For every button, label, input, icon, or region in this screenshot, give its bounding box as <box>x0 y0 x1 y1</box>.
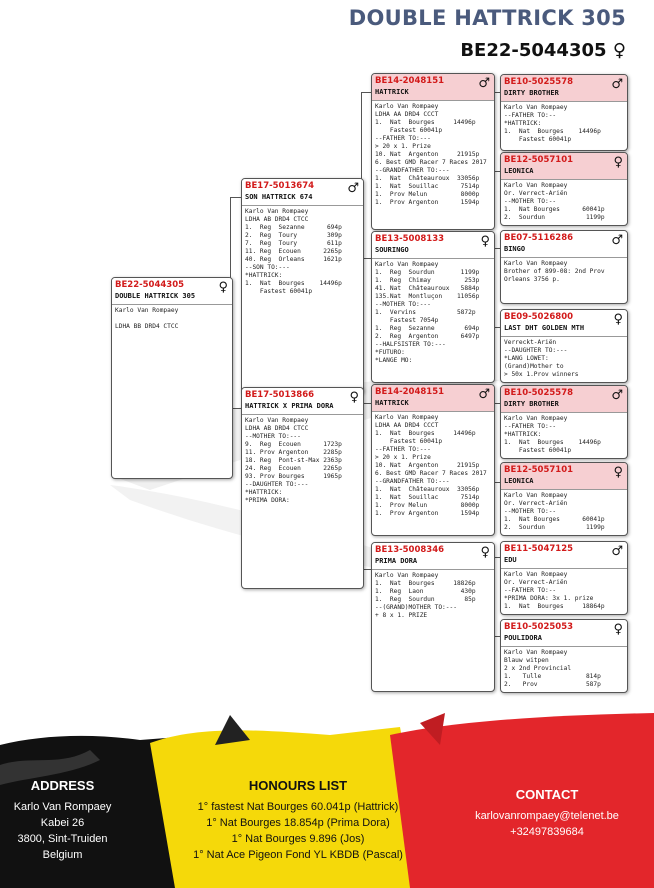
honours-title: HONOURS LIST <box>248 778 348 793</box>
contact-email[interactable]: karlovanrompaey@telenet.be <box>475 810 619 822</box>
address-line: Kabei 26 <box>40 817 85 829</box>
pigeon-card-header <box>501 153 627 180</box>
female-icon: ♀ <box>613 465 623 480</box>
note-line: Karlo Van Rompaey <box>375 261 439 268</box>
note-line: --(GRAND)MOTHER TO:--- <box>375 604 457 611</box>
pigeon-card-ss[interactable] <box>371 73 495 230</box>
pigeon-notes <box>372 570 494 622</box>
note-line: 1. Nat Souillac 7514p <box>375 183 480 190</box>
pigeon-name: LEONICA <box>504 477 534 485</box>
note-line: 1. Prov Argenton 1594p <box>375 510 480 517</box>
pigeon-card-sds[interactable] <box>500 230 628 304</box>
note-line: Karlo Van Rompaey <box>245 208 309 215</box>
pigeon-name: BINGO <box>504 245 526 253</box>
note-line: 1. Reg Sourdun 1199p <box>375 269 480 276</box>
pigeon-name: SON HATTRICK 674 <box>245 193 313 201</box>
note-line: 2 x 2nd Provincial <box>504 665 572 672</box>
note-line: 1. Reg Chimay 253p <box>375 277 480 284</box>
pigeon-name: SOURINGO <box>375 246 409 254</box>
male-icon: ♂ <box>478 76 490 91</box>
pigeon-card-header <box>242 388 363 415</box>
address-line: 3800, Sint-Truiden <box>17 833 108 845</box>
note-line: LDHA AA DRD4 CCCT <box>375 422 439 429</box>
note-line: 2. Reg Argenton 6497p <box>375 333 480 340</box>
female-icon: ♀ <box>480 545 490 560</box>
male-icon: ♂ <box>478 387 490 402</box>
note-line: 2. Sourdun 1199p <box>504 524 605 531</box>
note-line: Or. Verrect-Ariën <box>504 500 568 507</box>
page-title: DOUBLE HATTRICK 305 <box>348 6 626 30</box>
ring-number: BE11-5047125 <box>504 544 574 554</box>
note-line: 18. Reg Pont-st-Max 2363p <box>245 457 342 464</box>
address-title: ADDRESS <box>30 778 95 793</box>
note-line: --FATHER TO:--- <box>375 446 431 453</box>
note-line: *PRIMA DORA: <box>245 497 290 504</box>
note-line: --GRANDFATHER TO:--- <box>375 478 450 485</box>
note-line: (Grand)Mother to <box>504 363 564 370</box>
note-line: --FATHER TO:-- <box>504 112 557 119</box>
pigeon-notes <box>501 569 627 613</box>
pigeon-card-dds[interactable] <box>500 541 628 615</box>
pigeon-notes <box>501 647 627 691</box>
pigeon-card-subject[interactable] <box>111 277 233 479</box>
pigeon-card-header <box>372 543 494 570</box>
address-block <box>0 778 125 863</box>
note-line: > 20 x 1. Prize <box>375 454 431 461</box>
male-icon: ♂ <box>347 181 359 196</box>
pigeon-card-sdd[interactable] <box>500 309 628 383</box>
pigeon-card-dss[interactable] <box>500 385 628 459</box>
pigeon-card-header <box>501 542 627 569</box>
honour-line: 1° fastest Nat Bourges 60.041p (Hattrick) <box>197 801 399 813</box>
note-line: 1. Prov Melun 8000p <box>375 191 480 198</box>
note-line: 1. Nat Souillac 7514p <box>375 494 480 501</box>
note-line: --HALFSISTER TO:--- <box>375 341 446 348</box>
ring-number: BE22-5044305 <box>115 280 185 290</box>
pigeon-notes <box>501 180 627 224</box>
note-line: 10. Nat Argenton 21915p <box>375 151 480 158</box>
note-line: 1. Reg Sezanne 694p <box>375 325 480 332</box>
female-icon: ♀ <box>613 622 623 637</box>
pigeon-card-ddd[interactable] <box>500 619 628 693</box>
pigeon-card-header <box>112 278 232 305</box>
female-icon: ♀ <box>480 234 490 249</box>
honour-line: 1° Nat Bourges 9.896 (Jos) <box>231 833 365 845</box>
footer <box>0 705 654 888</box>
pigeon-name: EDU <box>504 556 517 564</box>
note-line: 11. Reg Ecouen 2265p <box>245 248 342 255</box>
note-line: 24. Reg Ecouen 2265p <box>245 465 342 472</box>
note-line: > 20 x 1. Prize <box>375 143 431 150</box>
note-line: 1. Nat Bourges 14496p <box>375 119 476 126</box>
honour-line: 1° Nat Ace Pigeon Fond YL KBDB (Pascal) <box>193 849 403 861</box>
note-line: --FATHER TO:-- <box>504 423 557 430</box>
note-line: --MOTHER TO:--- <box>245 433 301 440</box>
female-icon: ♀ <box>218 280 228 295</box>
note-line: Karlo Van Rompaey <box>504 182 568 189</box>
note-line: 40. Reg Orleans 1621p <box>245 256 342 263</box>
note-line: Fastest 60041p <box>375 438 443 445</box>
note-line: 41. Nat Châteauroux 5884p <box>375 285 480 292</box>
note-line: 1. Prov Argenton 1594p <box>375 199 480 206</box>
note-line: 9. Reg Ecouen 1723p <box>245 441 342 448</box>
ring-number: BE07-5116286 <box>504 233 574 243</box>
ring-number: BE10-5025578 <box>504 388 574 398</box>
pigeon-notes <box>501 413 627 457</box>
note-line: 1. Nat Bourges 14496p <box>504 128 601 135</box>
note-line: 1. Nat Bourges 14496p <box>245 280 342 287</box>
note-line: 1. Nat Bourges 18826p <box>375 580 476 587</box>
pigeon-card-header <box>372 232 494 259</box>
pigeon-card-sd[interactable] <box>371 231 495 383</box>
ring-number: BE10-5025053 <box>504 622 574 632</box>
note-line: *HATTRICK: <box>504 431 542 438</box>
ring-number: BE10-5025578 <box>504 77 574 87</box>
note-line: Blauw witpen <box>504 657 549 664</box>
ring-number: BE12-5057101 <box>504 465 574 475</box>
note-line: --MOTHER TO:--- <box>375 301 431 308</box>
note-line: *LANG LOWET: <box>504 355 549 362</box>
note-line: Or. Verrect-Ariën <box>504 190 568 197</box>
note-line: *HATTRICK: <box>504 120 542 127</box>
female-icon: ♀ <box>613 312 623 327</box>
note-line: Karlo Van Rompaey <box>504 492 568 499</box>
contact-title: CONTACT <box>515 787 579 802</box>
note-line: Fastest 60041p <box>504 136 572 143</box>
pigeon-card-dsd[interactable] <box>500 462 628 536</box>
note-line: --MOTHER TO:-- <box>504 508 557 515</box>
pigeon-card-header <box>501 620 627 647</box>
note-line: 11. Prov Argenton 2285p <box>245 449 342 456</box>
note-line: 1. Nat Bourges 60041p <box>504 516 605 523</box>
note-line: Karlo Van Rompaey <box>375 414 439 421</box>
pigeon-name: DOUBLE HATTRICK 305 <box>115 292 196 300</box>
pigeon-notes <box>501 102 627 146</box>
note-line: Fastest 60041p <box>504 447 572 454</box>
note-line: 1. Nat Châteauroux 33056p <box>375 486 480 493</box>
pigeon-card-dd[interactable] <box>371 542 495 692</box>
note-line: *HATTRICK: <box>245 489 283 496</box>
pigeon-notes <box>501 258 627 286</box>
note-line: > 50x 1.Prov winners <box>504 371 579 378</box>
pigeon-name: PRIMA DORA <box>375 557 418 565</box>
male-icon: ♂ <box>611 233 623 248</box>
note-line: Fastest 60041p <box>245 288 313 295</box>
note-line: Fastest 60041p <box>375 127 443 134</box>
note-line: Karlo Van Rompaey <box>504 649 568 656</box>
pigeon-notes <box>242 415 363 507</box>
ring-number: BE09-5026800 <box>504 312 574 322</box>
pigeon-card-header <box>501 231 627 258</box>
pigeon-name: HATTRICK <box>375 88 409 96</box>
note-line: Brother of 899-08: 2nd Prov <box>504 268 605 275</box>
note-line: Karlo Van Rompaey <box>504 104 568 111</box>
note-line: 2. Prov 587p <box>504 681 601 688</box>
note-line: Karlo Van Rompaey <box>115 307 179 314</box>
ring-number: BE17-5013866 <box>245 390 315 400</box>
pigeon-name: HATTRICK <box>375 399 409 407</box>
pigeon-card-header <box>501 386 627 413</box>
ring-number: BE12-5057101 <box>504 155 574 165</box>
note-line: --DAUGHTER TO:--- <box>504 347 568 354</box>
note-line <box>115 315 229 323</box>
note-line: Fastest 7054p <box>375 317 439 324</box>
note-line: 6. Best GMD Racer 7 Races 2017 <box>375 470 487 477</box>
note-line: 1. Tulle 814p <box>504 673 601 680</box>
ring-number-text: BE22-5044305 <box>460 40 607 61</box>
pigeon-name: DIRTY BROTHER <box>504 400 559 408</box>
female-icon: ♀ <box>612 40 626 61</box>
address-line: Belgium <box>42 849 83 861</box>
note-line: LDHA AB DRD4 CTCC <box>245 216 309 223</box>
note-line: 6. Best GMD Racer 7 Races 2017 <box>375 159 487 166</box>
note-line: *LANGE MO: <box>375 357 413 364</box>
pigeon-card-header <box>372 385 494 412</box>
note-line: 1. Nat Bourges 18864p <box>504 603 605 610</box>
note-line: 1. Reg Sourdun 85p <box>375 596 476 603</box>
pigeon-card-header <box>242 179 363 206</box>
ring-number: BE17-5013674 <box>245 181 315 191</box>
male-icon: ♂ <box>611 77 623 92</box>
ring-number: BE13-5008133 <box>375 234 445 244</box>
address-line: Karlo Van Rompaey <box>13 801 112 813</box>
note-line: --SON TO:--- <box>245 264 290 271</box>
note-line: --GRANDFATHER TO:--- <box>375 167 450 174</box>
ring-number: BE14-2048151 <box>375 76 445 86</box>
pigeon-card-ssd[interactable] <box>500 152 628 226</box>
note-line: *PRIMA DORA: 3x 1. prize <box>504 595 594 602</box>
female-icon: ♀ <box>613 155 623 170</box>
note-line: 93. Prov Bourges 1965p <box>245 473 342 480</box>
note-line: 7. Reg Toury 611p <box>245 240 342 247</box>
pigeon-notes <box>501 337 627 381</box>
pigeon-name: POULIDORA <box>504 634 542 642</box>
contact-phone[interactable]: +32497839684 <box>510 826 584 838</box>
note-line: LDHA AA DRD4 CCCT <box>375 111 439 118</box>
note-line: 1. Prov Melun 8000p <box>375 502 480 509</box>
pigeon-card-dam[interactable] <box>241 387 364 589</box>
pigeon-card-sss[interactable] <box>500 74 628 151</box>
note-line: --DAUGHTER TO:--- <box>245 481 309 488</box>
male-icon: ♂ <box>611 544 623 559</box>
note-line: LDHA BB DRD4 CTCC <box>115 323 179 330</box>
pigeon-name: LAST DHT GOLDEN MTH <box>504 324 585 332</box>
note-line: *FUTURO: <box>375 349 405 356</box>
note-line: 1. Nat Châteauroux 33056p <box>375 175 480 182</box>
female-icon: ♀ <box>349 390 359 405</box>
pigeon-notes <box>242 206 363 298</box>
note-line: 1. Reg Sezanne 694p <box>245 224 342 231</box>
male-icon: ♂ <box>611 388 623 403</box>
ring-number: BE14-2048151 <box>375 387 445 397</box>
pigeon-notes <box>112 305 232 333</box>
note-line: Karlo Van Rompaey <box>375 572 439 579</box>
pigeon-name: HATTRICK X PRIMA DORA <box>245 402 334 410</box>
note-line: 1. Vervins 5872p <box>375 309 476 316</box>
honour-line: 1° Nat Bourges 18.854p (Prima Dora) <box>206 817 390 829</box>
note-line: 1. Nat Bourges 60041p <box>504 206 605 213</box>
note-line: 1. Reg Laon 430p <box>375 588 476 595</box>
pigeon-card-header <box>501 463 627 490</box>
note-line: 2. Reg Toury 309p <box>245 232 342 239</box>
note-line: 10. Nat Argenton 21915p <box>375 462 480 469</box>
note-line: Or. Verrect-Ariën <box>504 579 568 586</box>
note-line: --FATHER TO:--- <box>375 135 431 142</box>
note-line: Karlo Van Rompaey <box>245 417 309 424</box>
note-line: *HATTRICK: <box>245 272 283 279</box>
note-line: 1. Nat Bourges 14496p <box>504 439 601 446</box>
contact-block <box>440 787 654 840</box>
note-line: 1. Nat Bourges 14496p <box>375 430 476 437</box>
pigeon-notes <box>372 412 494 520</box>
pigeon-notes <box>501 490 627 534</box>
note-line: Karlo Van Rompaey <box>504 571 568 578</box>
pigeon-notes <box>372 101 494 209</box>
note-line: 135.Nat Montluçon 11056p <box>375 293 480 300</box>
honours-block <box>170 778 426 863</box>
ring-number-header <box>460 40 626 61</box>
pigeon-name: DIRTY BROTHER <box>504 89 559 97</box>
ring-number: BE13-5008346 <box>375 545 445 555</box>
note-line: LDHA AB DRD4 CTCC <box>245 425 309 432</box>
note-line: + 8 x 1. PRIZE <box>375 612 428 619</box>
note-line: Verreckt-Ariën <box>504 339 557 346</box>
pigeon-card-header <box>501 310 627 337</box>
pigeon-name: LEONICA <box>504 167 534 175</box>
note-line: Karlo Van Rompaey <box>504 415 568 422</box>
note-line: --MOTHER TO:-- <box>504 198 557 205</box>
pigeon-card-header <box>372 74 494 101</box>
pigeon-notes <box>372 259 494 367</box>
pigeon-card-ds[interactable] <box>371 384 495 536</box>
note-line: Karlo Van Rompaey <box>375 103 439 110</box>
note-line: Orleans 3756 p. <box>504 276 560 283</box>
note-line: --FATHER TO:-- <box>504 587 557 594</box>
pigeon-card-header <box>501 75 627 102</box>
note-line: 2. Sourdun 1199p <box>504 214 605 221</box>
pigeon-card-sire[interactable] <box>241 178 364 394</box>
note-line: Karlo Van Rompaey <box>504 260 568 267</box>
